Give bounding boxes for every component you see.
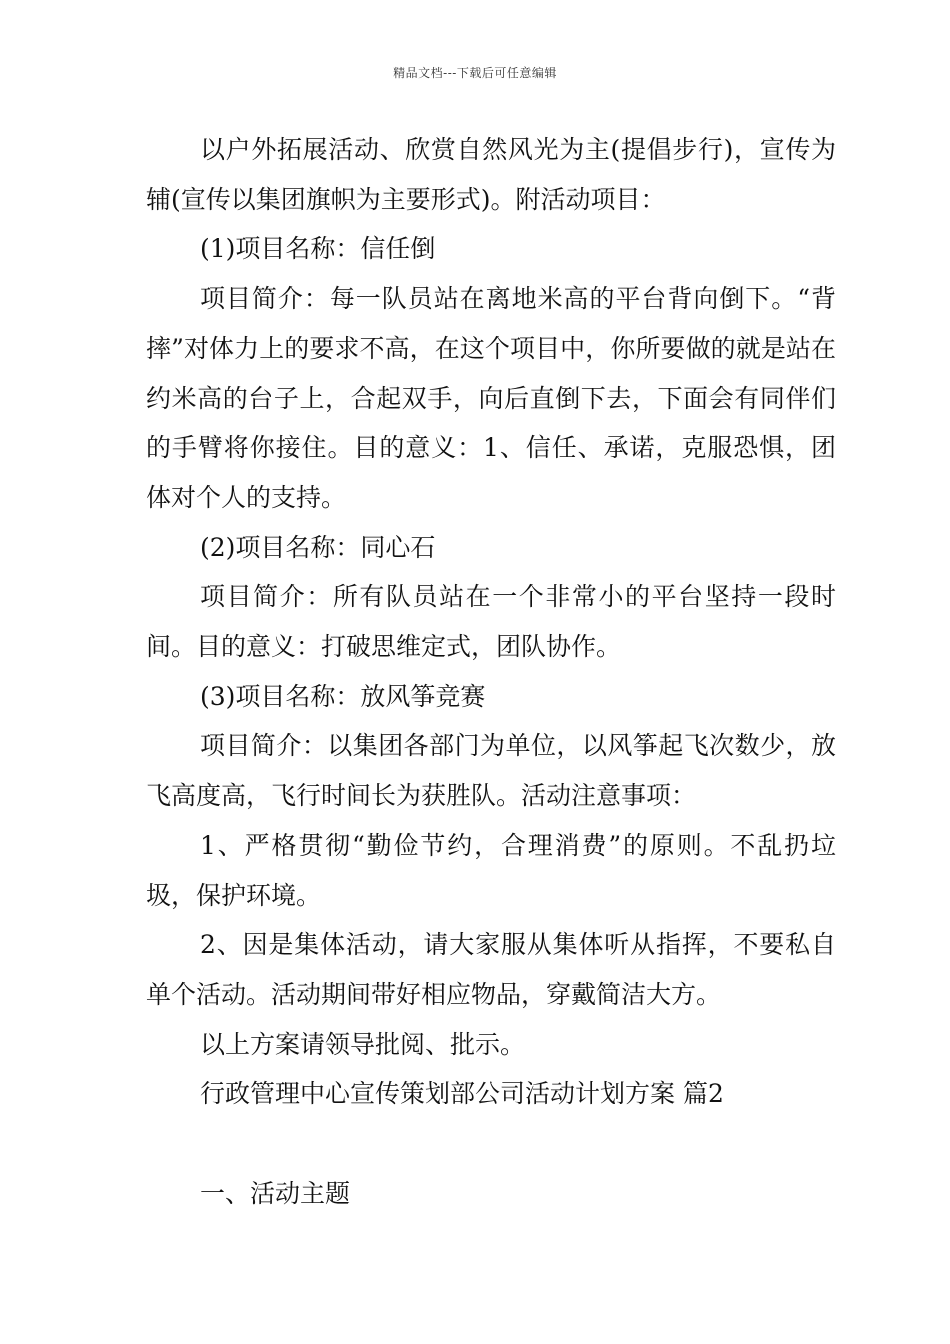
section-heading-theme: 一、活动主题	[200, 1179, 351, 1209]
paragraph-item1-desc: 项目简介：每一队员站在离地米高的平台背向倒下。“背摔”对体力上的要求不高，在这个项目中，你所要做的就是站在约米高的台子上，合起双手，向后直倒下去，下面会有同伴们的手臂将你接住。目的意义：1、信任、承诺，克服恐惧，团体对个人的支持。	[146, 284, 836, 512]
paragraph-note2: 2、因是集体活动，请大家服从集体听从指挥，不要私自单个活动。活动期间带好相应物品，穿戴简洁大方。	[146, 930, 836, 1009]
paragraph-item1-name: (1)项目名称：信任倒	[200, 234, 436, 264]
paragraph-item3-desc: 项目简介：以集团各部门为单位，以风筝起飞次数少，放飞高度高，飞行时间长为获胜队。活动注意事项：	[146, 731, 836, 811]
blank-line	[146, 1119, 836, 1169]
page-header: 精品文档---下载后可任意编辑	[393, 66, 557, 80]
paragraph-item2-desc: 项目简介：所有队员站在一个非常小的平台坚持一段时间。目的意义：打破思维定式，团队协作。	[146, 582, 836, 662]
paragraph-intro: 以户外拓展活动、欣赏自然风光为主(提倡步行)，宣传为辅(宣传以集团旗帜为主要形式)。附活动项目：	[146, 135, 836, 214]
section-title-part2: 行政管理中心宣传策划部公司活动计划方案 篇2	[200, 1079, 724, 1109]
paragraph-note1: 1、严格贯彻“勤俭节约，合理消费”的原则。不乱扔垃圾，保护环境。	[146, 830, 836, 910]
document-body	[146, 125, 836, 1219]
paragraph-approval: 以上方案请领导批阅、批示。	[200, 1029, 526, 1059]
paragraph-item3-name: (3)项目名称：放风筝竞赛	[200, 681, 486, 711]
paragraph-item2-name: (2)项目名称：同心石	[200, 532, 436, 562]
